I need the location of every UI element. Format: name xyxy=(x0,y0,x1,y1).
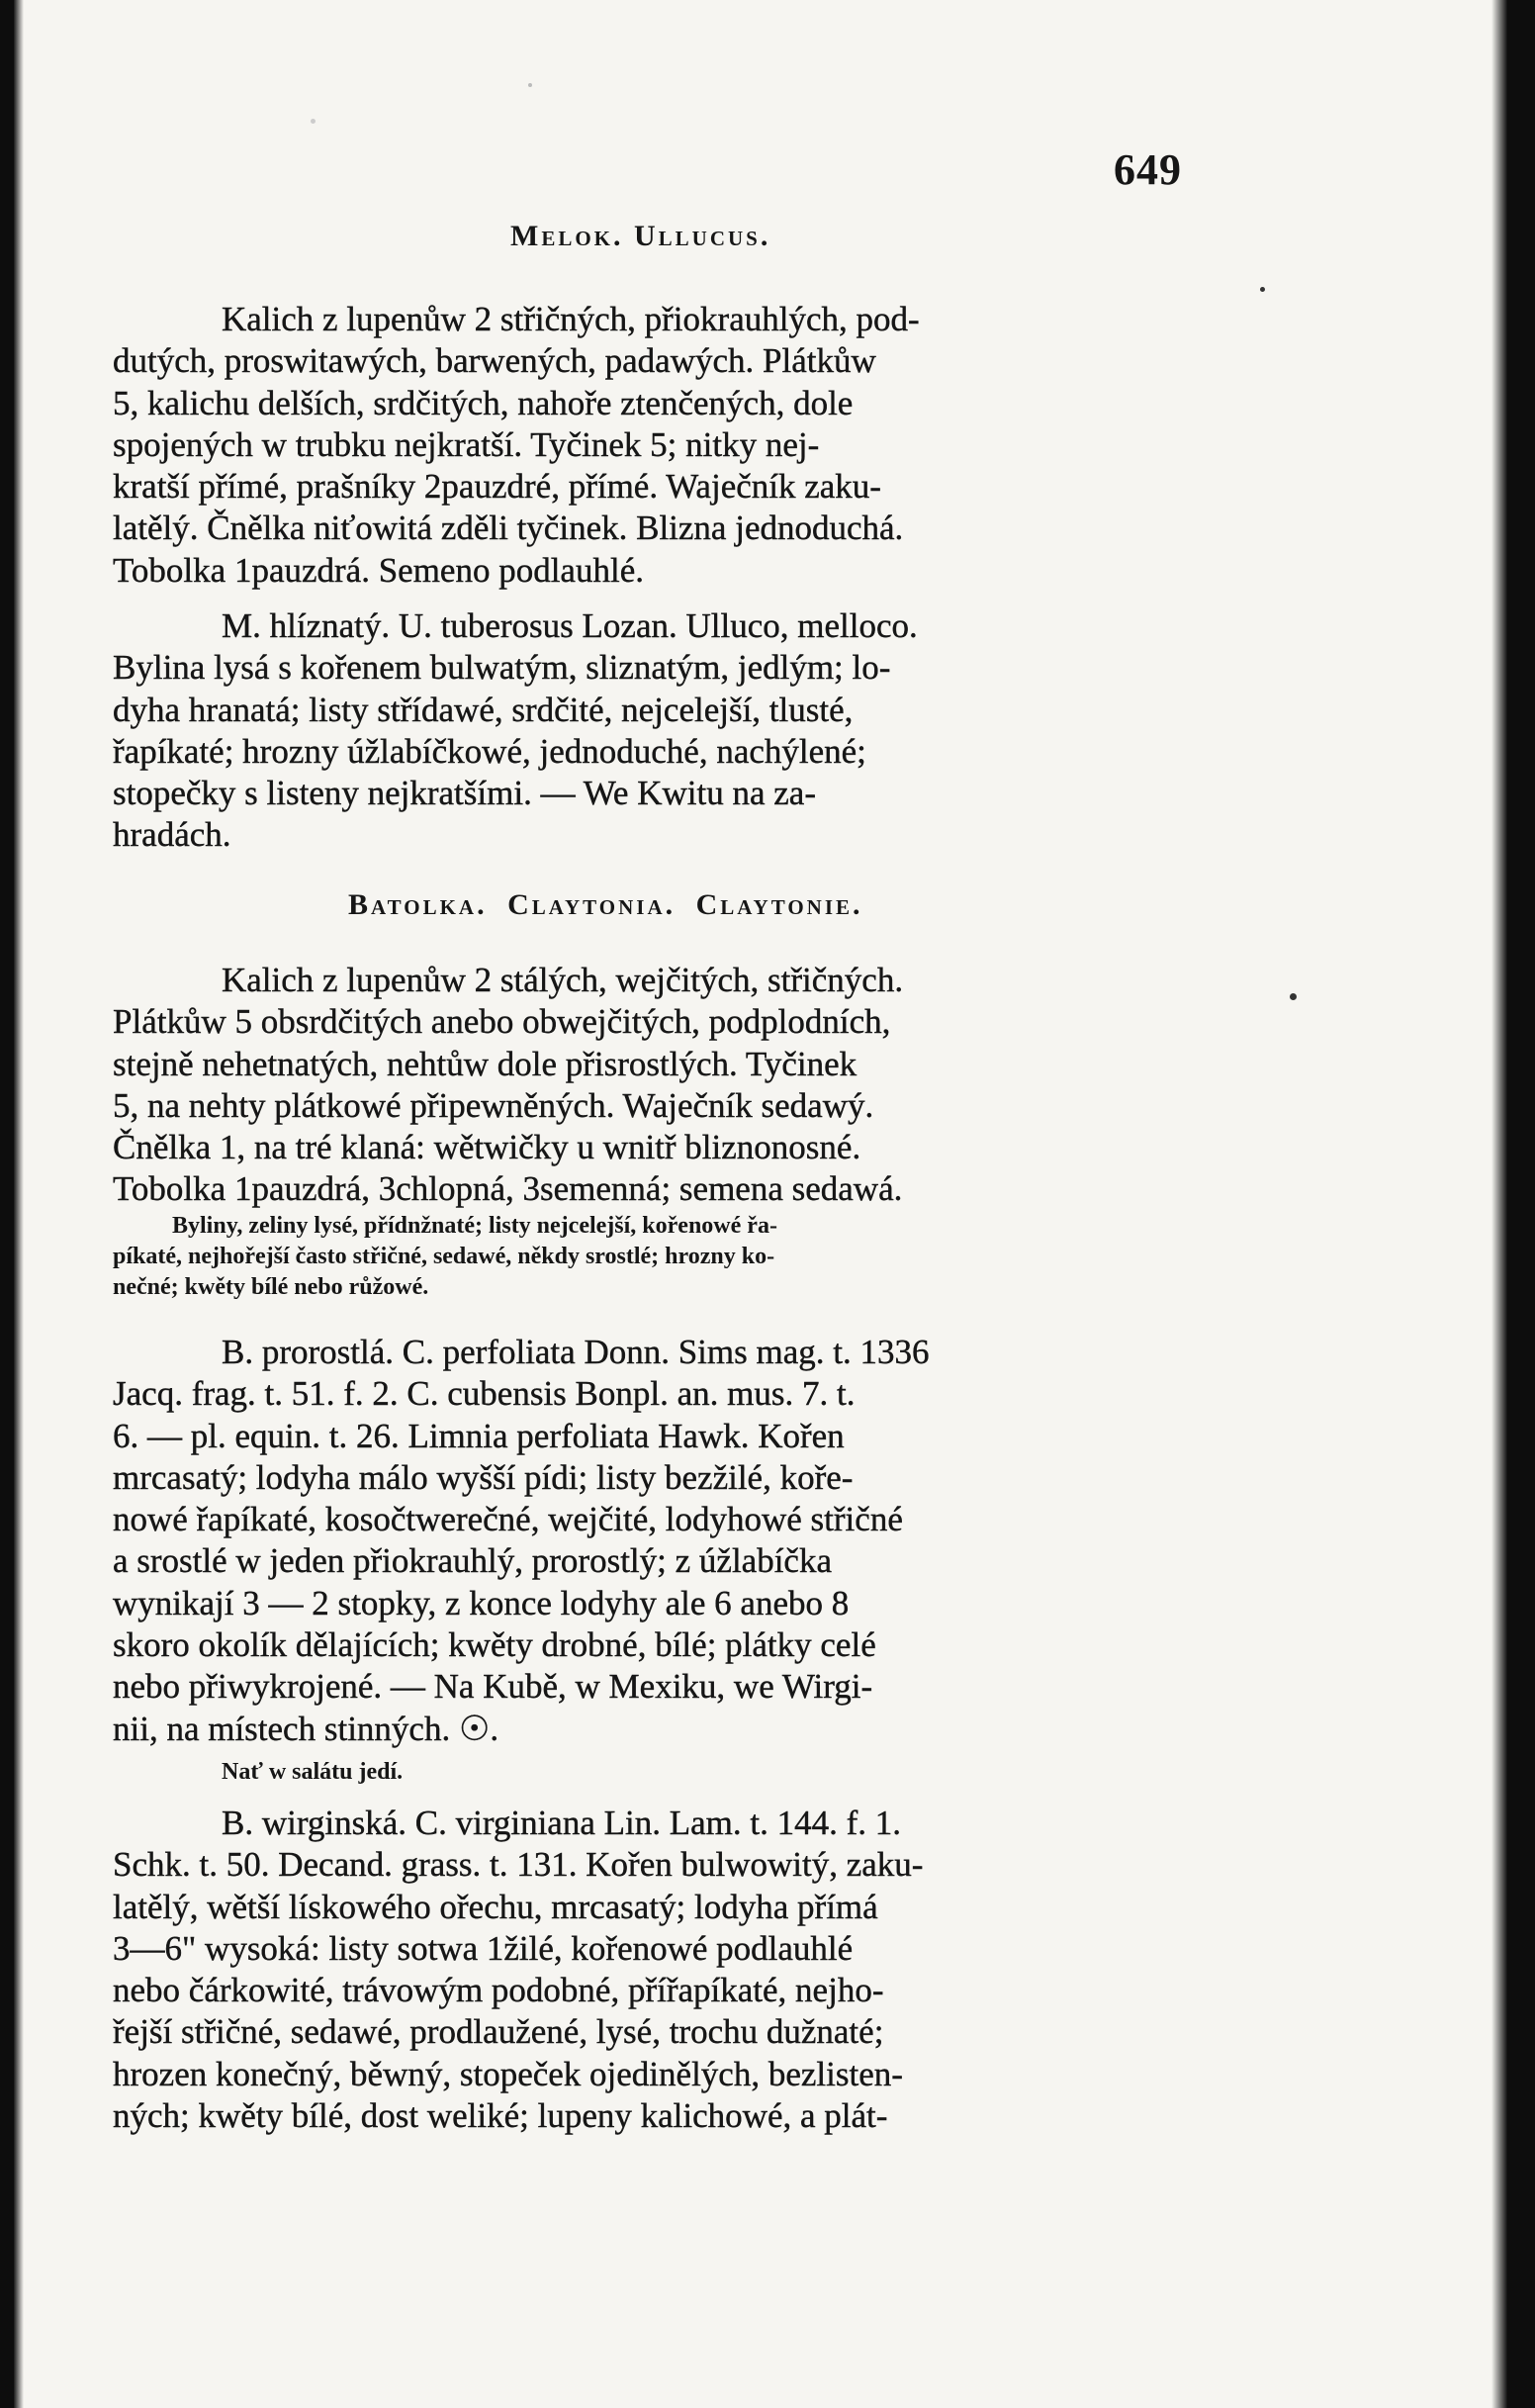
melok-description xyxy=(113,299,1211,592)
species-entry-wirginska xyxy=(113,1803,1211,2137)
note-line: nečné; kwěty bílé nebo růžowé. xyxy=(113,1274,429,1300)
text-line: B. wirginská. C. virginiana Lin. Lam. t. 144. f. 1. xyxy=(222,1804,901,1842)
note-line: píkaté, nejhořejší často střičné, sedawé, někdy srostlé; hrozny ko- xyxy=(113,1244,775,1269)
note-line: Byliny, zeliny lysé, přídnžnaté; listy nejcelejší, kořenowé řa- xyxy=(172,1213,777,1239)
ink-speck xyxy=(1260,287,1265,292)
text-line: latělý. Čnělka niťowitá zděli tyčinek. Blizna jednoduchá. xyxy=(113,509,904,548)
text-line: ných; kwěty bílé, dost weliké; lupeny kalichowé, a plát- xyxy=(113,2096,888,2136)
text-line: hrozen konečný, běwný, stopeček ojedinělých, bezlisten- xyxy=(113,2054,903,2093)
batolka-genus-note xyxy=(113,1211,1211,1303)
ink-speck xyxy=(1290,993,1297,1000)
genus-heading-batolka: Batolka. Claytonia. Claytonie. xyxy=(348,888,863,921)
text-line: nebo čárkowité, trávowým podobné, přířapíkaté, nejho- xyxy=(113,1971,884,2010)
ink-speck xyxy=(311,119,316,124)
text-line: 6. — pl. equin. t. 26. Limnia perfoliata Hawk. Kořen xyxy=(113,1416,845,1455)
text-line: Tobolka 1pauzdrá, 3chlopná, 3semenná; semena sedawá. xyxy=(113,1169,903,1209)
text-line: kratší přímé, prašníky 2pauzdré, přímé. Waječník zaku- xyxy=(113,467,881,507)
text-line: 5, na nehty plátkowé připewněných. Waječník sedawý. xyxy=(113,1085,874,1125)
page-left-edge-shadow xyxy=(14,0,24,2408)
species-entry-prorostla xyxy=(113,1332,1211,1750)
page-number: 649 xyxy=(1114,145,1182,194)
text-line: nii, na místech stinných. ☉. xyxy=(113,1709,499,1748)
text-line: latělý, wětší lískowého ořechu, mrcasatý; lodyha přímá xyxy=(113,1887,878,1926)
ink-speck xyxy=(528,83,532,87)
text-line: Kalich z lupenůw 2 stálých, wejčitých, střičných. xyxy=(222,961,904,999)
text-line: Plátkůw 5 obsrdčitých anebo obwejčitých, podplodních, xyxy=(113,1002,891,1042)
text-line: Bylina lysá s kořenem bulwatým, sliznatým, jedlým; lo- xyxy=(113,648,891,688)
text-line: hradách. xyxy=(113,815,231,855)
text-line: a srostlé w jeden přiokrauhlý, prorostlý; z úžlabíčka xyxy=(113,1541,833,1581)
text-line: spojených w trubku nejkratší. Tyčinek 5; nitky nej- xyxy=(113,424,820,464)
text-line: M. hlíznatý. U. tuberosus Lozan. Ulluco, melloco. xyxy=(222,606,918,645)
book-page xyxy=(14,0,1507,2408)
batolka-description xyxy=(113,960,1211,1211)
text-line: Tobolka 1pauzdrá. Semeno podlauhlé. xyxy=(113,550,644,590)
text-line: Jacq. frag. t. 51. f. 2. C. cubensis Bonpl. an. mus. 7. t. xyxy=(113,1374,856,1414)
text-line: wynikají 3 — 2 stopky, z konce lodyhy ale 6 anebo 8 xyxy=(113,1583,850,1622)
text-line: Čnělka 1, na tré klaná: wětwičky u wnitř bliznonosné. xyxy=(113,1128,861,1167)
species-note-prorostla xyxy=(113,1757,1211,1788)
text-line: řejší střičné, sedawé, prodlaužené, lysé, trochu dužnaté; xyxy=(113,2012,884,2052)
text-line: dyha hranatá; listy střídawé, srdčité, nejcelejší, tlusté, xyxy=(113,690,854,729)
text-line: Schk. t. 50. Decand. grass. t. 131. Kořen bulwowitý, zaku- xyxy=(113,1845,924,1885)
text-line: 5, kalichu delších, srdčitých, nahoře ztenčených, dole xyxy=(113,383,854,422)
text-line: B. prorostlá. C. perfoliata Donn. Sims mag. t. 1336 xyxy=(222,1333,930,1371)
melok-species-entry xyxy=(113,605,1211,857)
genus-heading-melok: Melok. Ullucus. xyxy=(510,220,771,252)
text-line: dutých, proswitawých, barwených, padawých. Plátkůw xyxy=(113,341,876,381)
text-line: nowé řapíkaté, kosočtwerečné, wejčité, lodyhowé střičné xyxy=(113,1500,903,1539)
text-line: stejně nehetnatých, nehtůw dole přisrostlých. Tyčinek xyxy=(113,1044,858,1083)
text-line: stopečky s listeny nejkratšími. — We Kwitu na za- xyxy=(113,774,816,813)
text-line: 3—6" wysoká: listy sotwa 1žilé, kořenowé podlauhlé xyxy=(113,1928,854,1968)
text-line: mrcasatý; lodyha málo wyšší pídi; listy bezžilé, koře- xyxy=(113,1457,854,1497)
text-line: Kalich z lupenůw 2 střičných, přiokrauhlých, pod- xyxy=(222,300,920,338)
page-right-edge-shadow xyxy=(1491,0,1507,2408)
note-line: Nať w salátu jedí. xyxy=(222,1759,404,1785)
text-line: nebo přiwykrojené. — Na Kubě, w Mexiku, we Wirgi- xyxy=(113,1667,873,1707)
text-line: řapíkaté; hrozny úžlabíčkowé, jednoduché, nachýlené; xyxy=(113,731,866,771)
text-line: skoro okolík dělajících; kwěty drobné, bílé; plátky celé xyxy=(113,1625,876,1665)
